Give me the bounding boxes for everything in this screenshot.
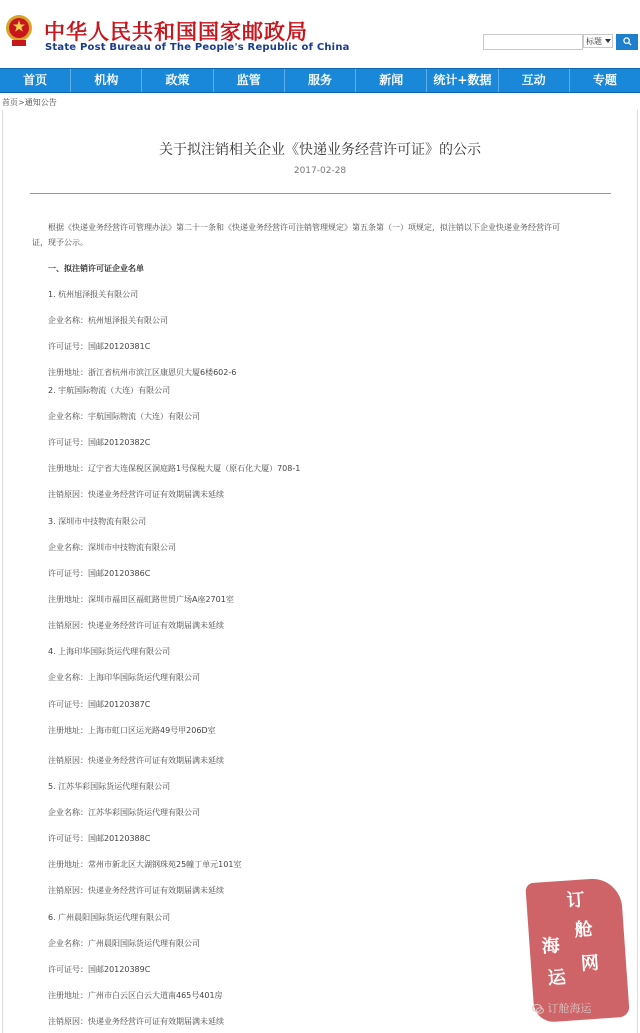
site-header: [0, 0, 640, 68]
chevron-down-icon: [605, 39, 611, 43]
company-5-reason: 注销原因：快递业务经营许可证有效期届满未延续: [48, 886, 224, 895]
company-2-name: 企业名称：宇航国际物流（大连）有限公司: [48, 412, 200, 421]
wechat-icon: [532, 1004, 544, 1014]
wechat-account-name: 订舱海运: [547, 1002, 592, 1015]
nav-topics[interactable]: 专题: [592, 73, 617, 87]
company-4-heading: 4. 上海印华国际货运代理有限公司: [48, 647, 171, 656]
search-icon: [623, 37, 632, 46]
section-heading: 一、拟注销许可证企业名单: [48, 264, 144, 273]
watermark-char: 订: [565, 889, 586, 912]
search-button[interactable]: [616, 34, 638, 50]
paragraph-intro: 根据《快递业务经营许可管理办法》第二十一条和《快递业务经营许可注销管理规定》第五条第（一）项规定，拟注销以下企业快递业务经营许可: [48, 223, 560, 232]
company-1-heading: 1. 杭州旭泽报关有限公司: [48, 290, 139, 299]
company-1-address: 注册地址：浙江省杭州市滨江区康恩贝大厦6楼602-6: [48, 368, 237, 377]
nav-statistics[interactable]: 统计+数据: [427, 69, 498, 92]
title-divider: [30, 193, 611, 194]
company-6-license: 许可证号：国邮20120389C: [48, 965, 151, 974]
company-5-heading: 5. 江苏华彩国际货运代理有限公司: [48, 782, 171, 791]
company-6-address: 注册地址：广州市白云区白云大道南465号401房: [48, 991, 223, 1000]
watermark-char: 网: [580, 952, 600, 975]
watermark-char: 运: [547, 966, 567, 990]
company-5-address: 注册地址：常州市新北区大湖钢珠苑25幢丁单元101室: [48, 860, 242, 869]
article-title: 关于拟注销相关企业《快递业务经营许可证》的公示: [159, 142, 481, 158]
company-3-heading: 3. 深圳市中技物流有限公司: [48, 517, 147, 526]
company-6-name: 企业名称：广州晨阳国际货运代理有限公司: [48, 939, 200, 948]
watermark-char: 海: [540, 935, 561, 958]
company-4-license: 许可证号：国邮20120387C: [48, 700, 151, 709]
nav-home[interactable]: 首页: [0, 69, 71, 92]
company-3-reason: 注销原因：快递业务经营许可证有效期届满未延续: [48, 621, 224, 630]
company-2-license: 许可证号：国邮20120382C: [48, 438, 151, 447]
company-6-heading: 6. 广州晨阳国际货运代理有限公司: [48, 913, 171, 922]
nav-supervision[interactable]: 监管: [214, 69, 285, 92]
company-5-name: 企业名称：江苏华彩国际货运代理有限公司: [48, 808, 200, 817]
company-3-name: 企业名称：深圳市中技物流有限公司: [48, 543, 176, 552]
site-subtitle: State Post Bureau of The People's Republic of China: [45, 42, 350, 53]
company-4-address: 注册地址：上海市虹口区运光路49号甲206D室: [48, 726, 216, 735]
search-type-select[interactable]: [583, 34, 613, 48]
company-4-name: 企业名称：上海印华国际货运代理有限公司: [48, 673, 200, 682]
breadcrumb-current-link[interactable]: 通知公告: [24, 98, 57, 107]
search-input[interactable]: [483, 34, 583, 50]
watermark-char: 舱: [573, 918, 594, 942]
main-nav: [0, 68, 640, 93]
article-date: 2017-02-28: [293, 166, 347, 176]
company-3-address: 注册地址：深圳市福田区福虹路世贸广场A座2701室: [48, 595, 234, 604]
site-title: 中华人民共和国国家邮政局: [44, 20, 308, 44]
nav-policy[interactable]: 政策: [142, 69, 213, 92]
company-1-license: 许可证号：国邮20120381C: [48, 342, 151, 351]
company-2-address: 注册地址：辽宁省大连保税区洞庭路1号保税大厦（原石化大厦）708-1: [48, 464, 301, 473]
wechat-watermark: [532, 1000, 592, 1016]
breadcrumb-home-link[interactable]: 首页: [2, 98, 18, 107]
paragraph-intro-cont: 证，现予公示。: [32, 238, 88, 247]
breadcrumb: [2, 97, 57, 108]
company-2-reason: 注销原因：快递业务经营许可证有效期届满未延续: [48, 490, 224, 499]
nav-services[interactable]: 服务: [285, 69, 356, 92]
company-5-license: 许可证号：国邮20120388C: [48, 834, 151, 843]
company-2-heading: 2. 宇航国际物流（大连）有限公司: [48, 386, 171, 395]
search-type-label: 标题: [586, 37, 602, 46]
national-emblem-icon: [4, 12, 34, 48]
nav-news[interactable]: 新闻: [356, 69, 427, 92]
company-1-name: 企业名称：杭州旭泽报关有限公司: [48, 316, 168, 325]
company-6-reason: 注销原因：快递业务经营许可证有效期届满未延续: [48, 1017, 224, 1026]
breadcrumb-separator: >: [18, 98, 25, 107]
nav-interaction[interactable]: 互动: [499, 69, 570, 92]
company-3-license: 许可证号：国邮20120386C: [48, 569, 151, 578]
nav-institutions[interactable]: 机构: [71, 69, 142, 92]
company-4-reason: 注销原因：快递业务经营许可证有效期届满未延续: [48, 756, 224, 765]
